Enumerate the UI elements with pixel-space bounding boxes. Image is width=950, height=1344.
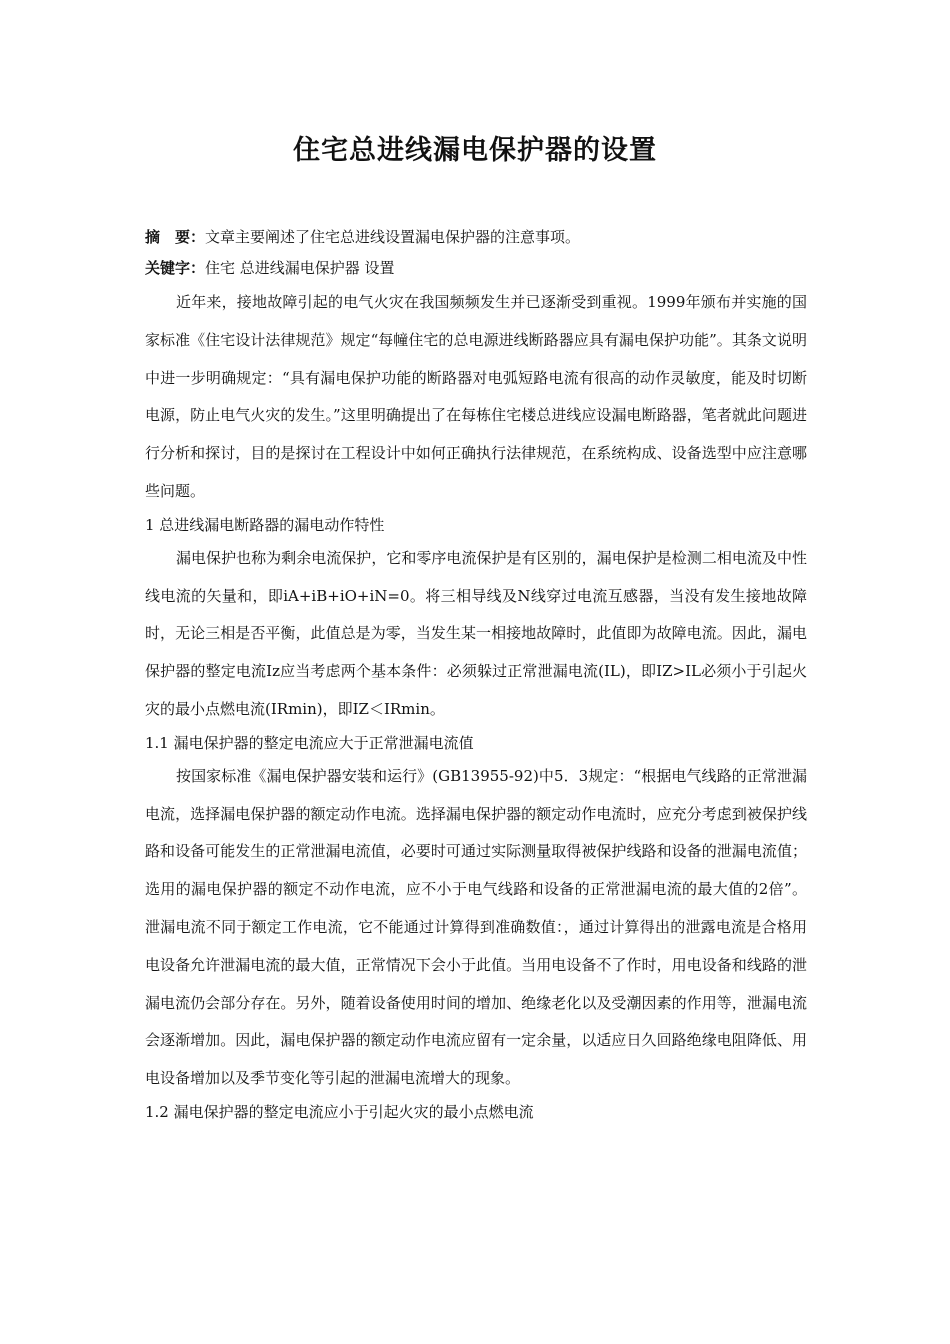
section-heading-1-1: 1.1 漏电保护器的整定电流应大于正常泄漏电流值 <box>145 733 474 752</box>
section-heading-1: 1 总进线漏电断路器的漏电动作特性 <box>145 515 385 534</box>
abstract-label: 摘 要： <box>145 228 206 246</box>
keywords-text: 住宅 总进线漏电保护器 设置 <box>205 259 395 277</box>
section-1-paragraph: 漏电保护也称为剩余电流保护，它和零序电流保护是有区别的，漏电保护是检测二相电流及中性线电流的矢量和，即iA+iB+iO+iN=0。将三相导线及N线穿过电流互感器，当没有发生接地故障时，无论三相是否平衡，此值总是为零，当发生某一相接地故障时，此值即为故障电流。因此，漏电保护器的整定电流Iz应当考虑两个基本条件：必须躲过正常泄漏电流(IL)，即IZ>IL必须小于引起火灾的最小点燃电流(IRmin)，即IZ＜IRmin。 <box>145 548 807 718</box>
section-1-1-paragraph: 按国家标准《漏电保护器安装和运行》(GB13955-92)中5．3规定：“根据电气线路的正常泄漏电流，选择漏电保护器的额定动作电流。选择漏电保护器的额定动作电流时，应充分考虑到被保护线路和设备可能发生的正常泄漏电流值，必要时可通过实际测量取得被保护线路和设备的泄漏电流值；选用的漏电保护器的额定不动作电流，应不小于电气线路和设备的正常泄漏电流的最大值的2倍”。泄漏电流不同于额定工作电流，它不能通过计算得到准确数值：，通过计算得出的泄露电流是合格用电设备允许泄漏电流的最大值，正常情况下会小于此值。当用电设备不了作时，用电设备和线路的泄漏电流仍会部分存在。另外，随着设备使用时间的增加、绝缘老化以及受潮因素的作用等，泄漏电流会逐渐增加。因此，漏电保护器的额定动作电流应留有一定余量，以适应日久回路绝缘电阻降低、用电设备增加以及季节变化等引起的泄漏电流增大的现象。 <box>145 766 807 1088</box>
abstract-text: 文章主要阐述了住宅总进线设置漏电保护器的注意事项。 <box>205 228 581 246</box>
intro-paragraph: 近年来，接地故障引起的电气火灾在我国频频发生并已逐渐受到重视。1999年颁布并实施的国家标准《住宅设计法律规范》规定“每幢住宅的总电源进线断路器应具有漏电保护功能”。其条文说明中进一步明确规定：“具有漏电保护功能的断路器对电弧短路电流有很高的动作灵敏度，能及时切断电源，防止电气火灾的发生。”这里明确提出了在每栋住宅楼总进线应设漏电断路器，笔者就此问题进行分析和探讨，目的是探讨在工程设计中如何正确执行法律规范，在系统构成、设备选型中应注意哪些问题。 <box>145 293 807 500</box>
document-body <box>145 222 807 1127</box>
keywords <box>145 253 807 284</box>
keywords-label: 关键字： <box>145 259 206 277</box>
abstract <box>145 222 807 253</box>
document-title: 住宅总进线漏电保护器的设置 <box>293 135 657 166</box>
section-heading-1-2: 1.2 漏电保护器的整定电流应小于引起火灾的最小点燃电流 <box>145 1102 534 1121</box>
